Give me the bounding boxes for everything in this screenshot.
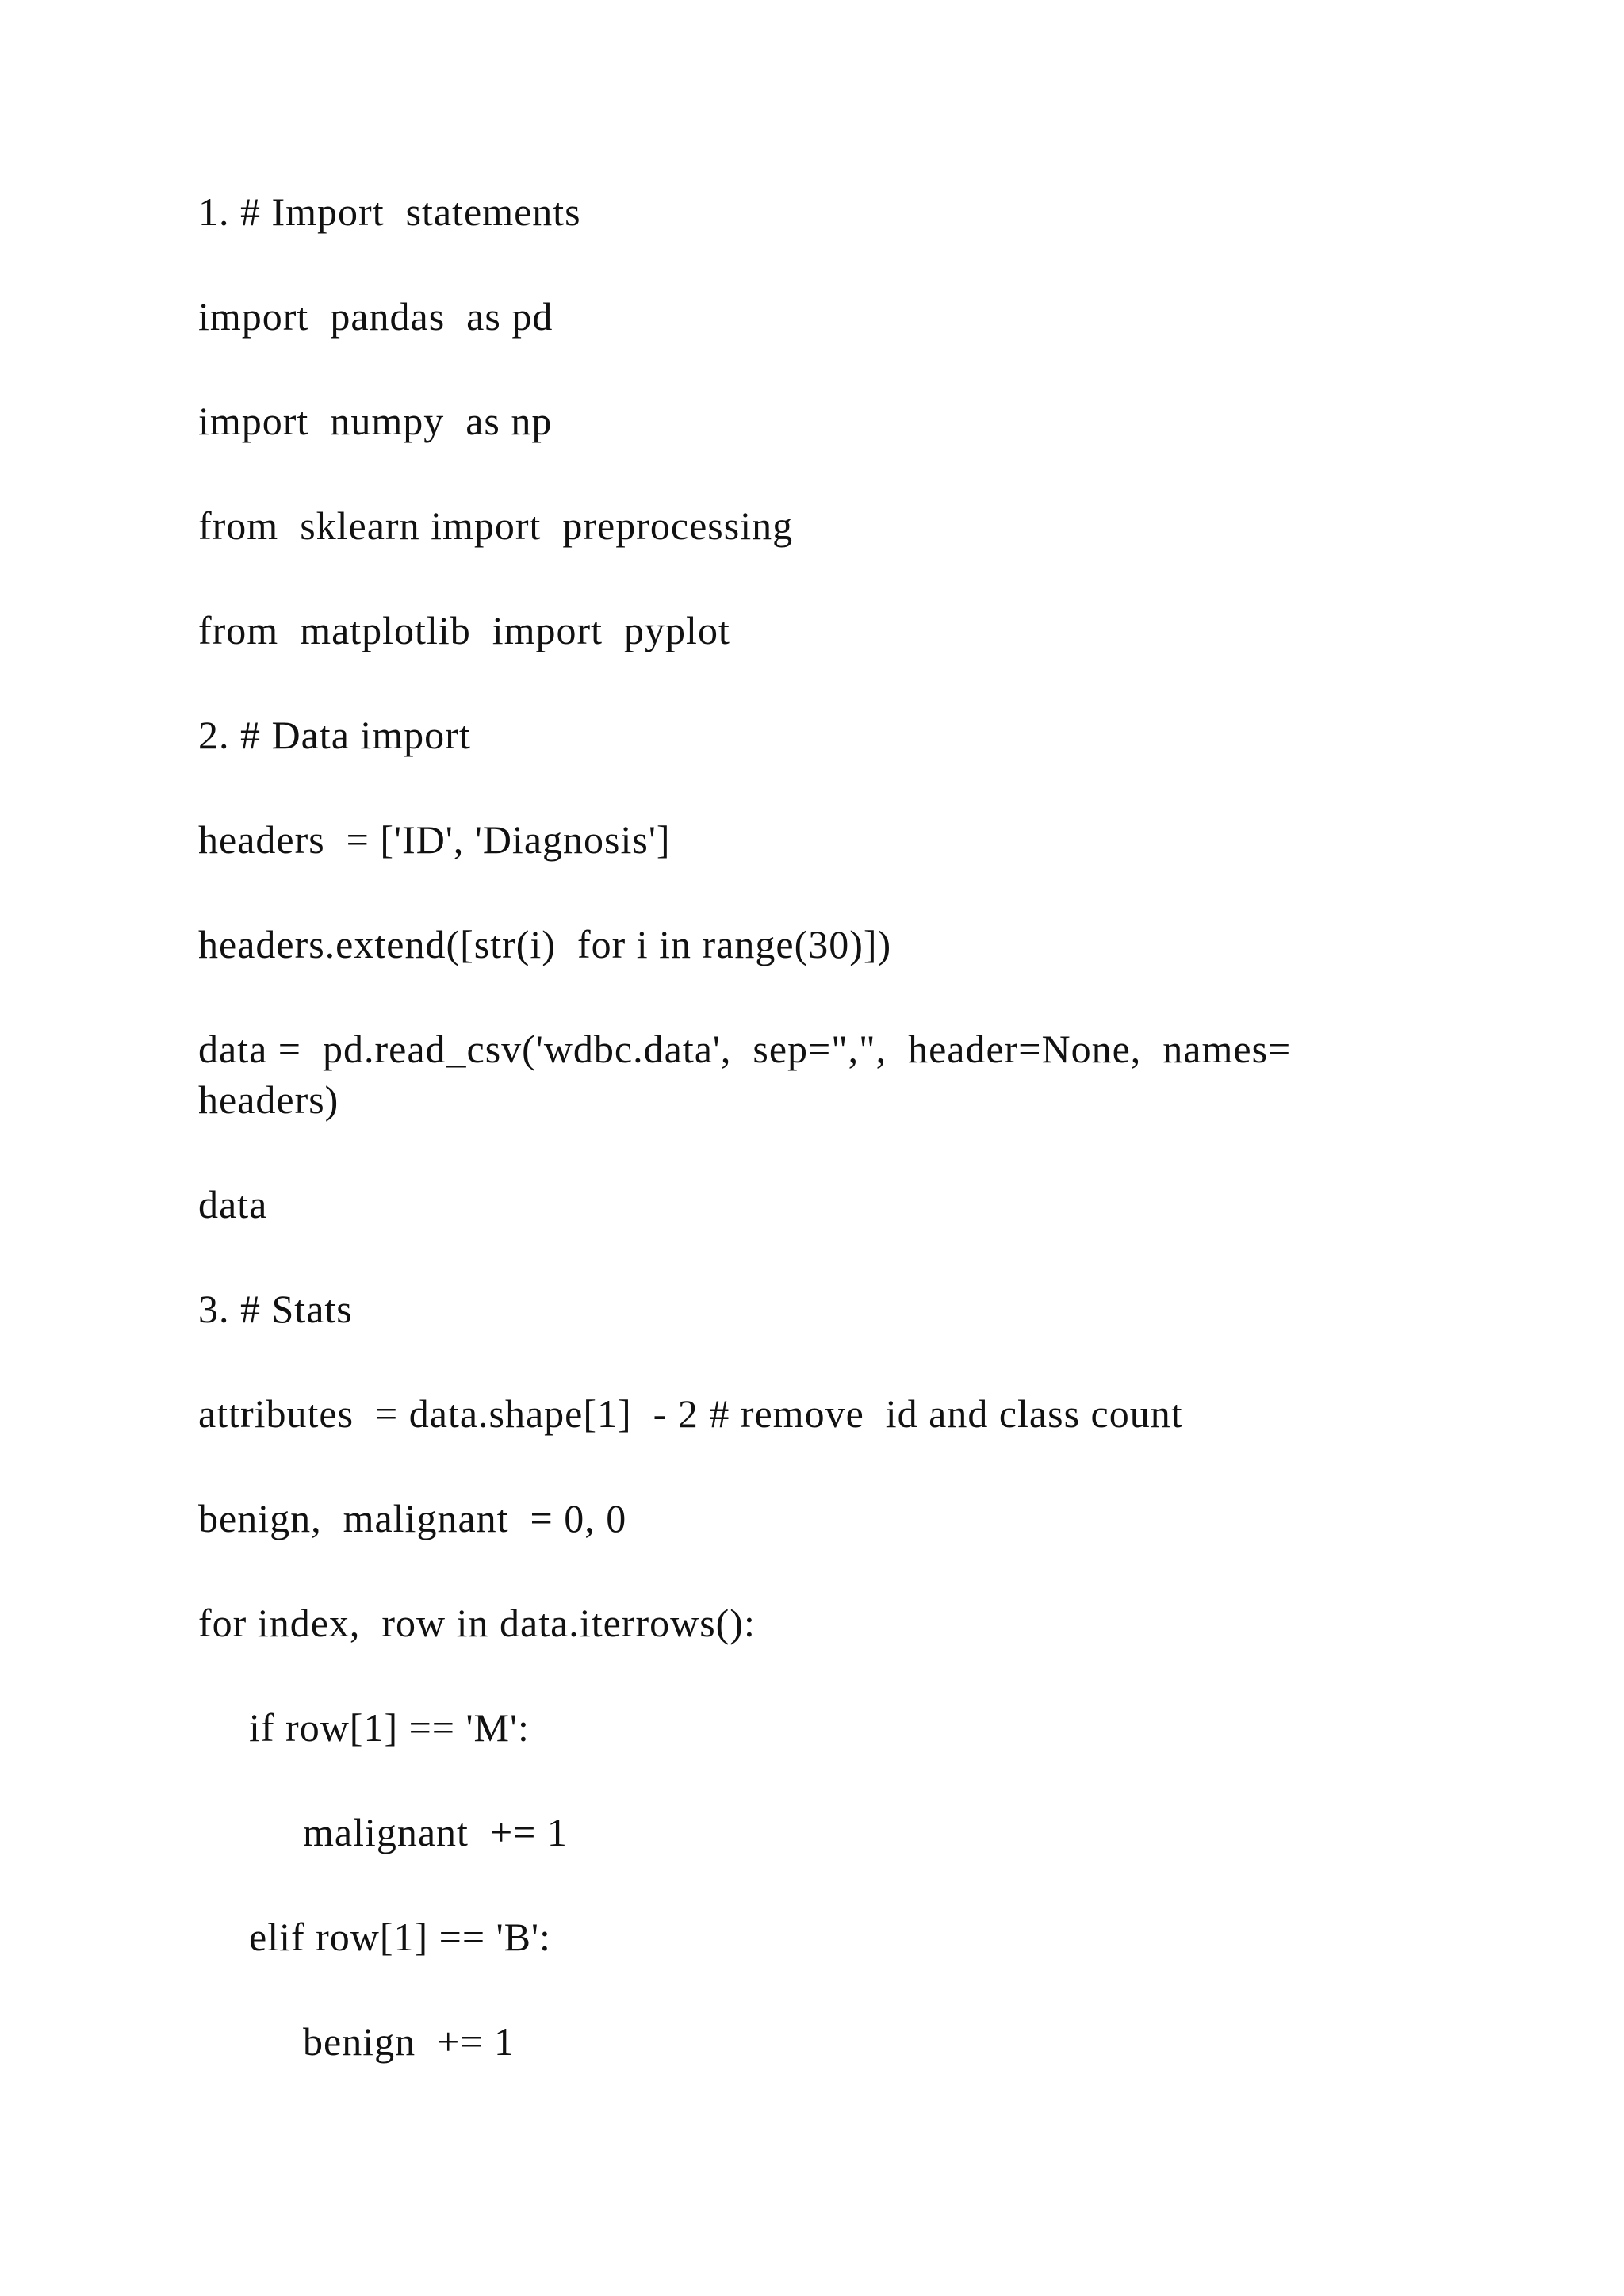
code-line-malignant-increment: malignant += 1 [303,1810,568,1854]
code-line-read-csv: data = pd.read_csv('wdbc.data', sep=",", header=None, names= headers) [198,1027,1292,1122]
code-line-headers-extend: headers.extend([str(i) for i in range(30)]) [198,922,892,966]
code-line-import-numpy: import numpy as np [198,399,553,443]
code-line-headers: headers = ['ID', 'Diagnosis'] [198,817,671,862]
code-listing [198,186,1451,2121]
code-line-section-3-comment: 3. # Stats [198,1287,353,1331]
code-line-elif-benign: elif row[1] == 'B': [249,1915,551,1959]
code-line-import-sklearn: from sklearn import preprocessing [198,503,794,548]
code-line-if-malignant: if row[1] == 'M': [249,1705,530,1750]
code-line-counts-init: benign, malignant = 0, 0 [198,1496,627,1540]
code-line-import-matplotlib: from matplotlib import pyplot [198,608,730,652]
code-line-section-1-comment: 1. # Import statements [198,189,581,234]
code-line-import-pandas: import pandas as pd [198,294,553,339]
code-line-for-loop: for index, row in data.iterrows(): [198,1601,756,1645]
code-line-attributes: attributes = data.shape[1] - 2 # remove id and class count [198,1391,1183,1436]
code-line-section-2-comment: 2. # Data import [198,713,471,757]
code-line-benign-increment: benign += 1 [303,2019,515,2064]
code-line-data: data [198,1182,268,1226]
